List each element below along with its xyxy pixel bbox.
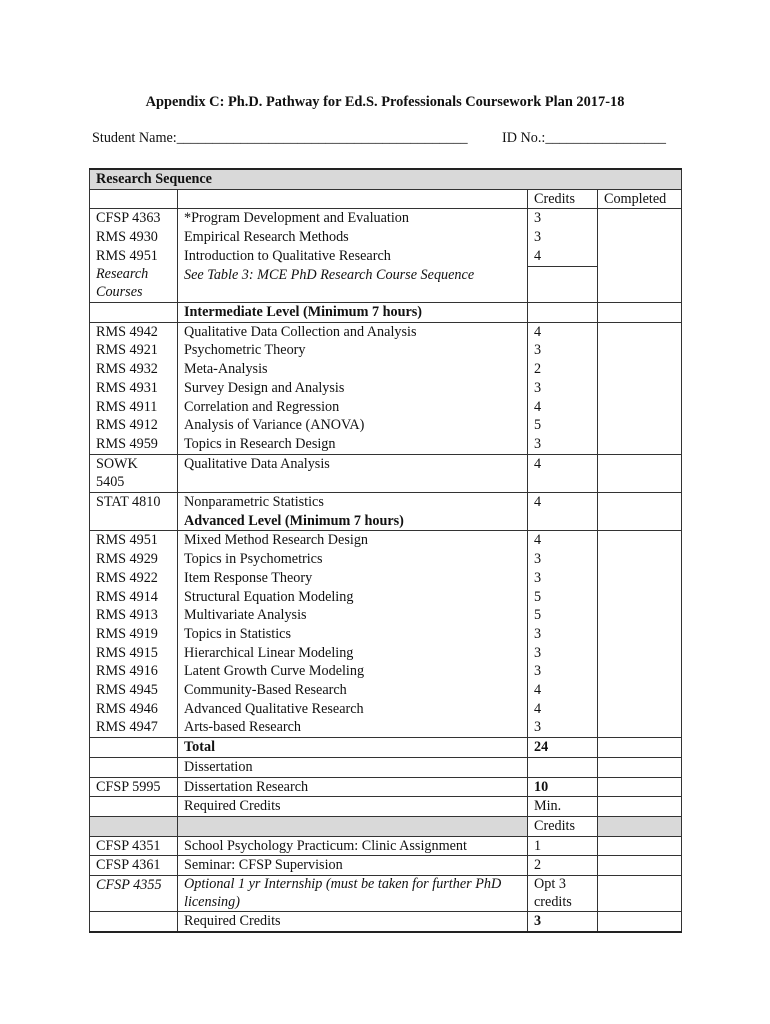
course-credits: 4 <box>528 531 598 550</box>
course-credits: 3 <box>528 379 598 398</box>
course-code: CFSP 4351 <box>90 836 178 856</box>
course-credits: 3 <box>528 912 598 932</box>
section-title: Research Sequence <box>90 169 682 189</box>
final-required-row <box>90 912 682 932</box>
min-credits-continuation: Credits <box>528 817 598 837</box>
level-heading-row <box>90 303 682 323</box>
course-name: Survey Design and Analysis <box>178 379 528 398</box>
course-credits: Min. <box>528 797 598 817</box>
course-credits: 3 <box>528 550 598 569</box>
course-name: Required Credits <box>178 912 528 932</box>
course-code: CFSP 4361 <box>90 856 178 876</box>
course-name: Topics in Research Design <box>178 435 528 454</box>
course-name: Seminar: CFSP Supervision <box>178 856 528 876</box>
course-code: RMS 4914 <box>90 588 178 607</box>
course-code: RMS 4913 <box>90 606 178 625</box>
section-header-row <box>90 169 682 189</box>
course-row <box>90 454 682 492</box>
completed-cell[interactable] <box>598 588 682 607</box>
completed-cell[interactable] <box>598 757 682 777</box>
course-row <box>90 569 682 588</box>
course-code: RMS 4912 <box>90 416 178 435</box>
course-name: Arts-based Research <box>178 718 528 737</box>
completed-cell[interactable] <box>598 738 682 758</box>
course-name: Psychometric Theory <box>178 341 528 360</box>
completed-cell[interactable] <box>598 303 682 323</box>
course-code: CFSP 4363 <box>90 209 178 228</box>
course-name: Hierarchical Linear Modeling <box>178 644 528 663</box>
course-row <box>90 550 682 569</box>
course-row <box>90 531 682 550</box>
completed-cell[interactable] <box>598 550 682 569</box>
course-name: Dissertation <box>178 757 528 777</box>
completed-cell[interactable] <box>598 876 682 912</box>
course-credits: 2 <box>528 360 598 379</box>
course-credits: 3 <box>528 718 598 737</box>
course-name: Mixed Method Research Design <box>178 531 528 550</box>
completed-cell[interactable] <box>598 209 682 228</box>
completed-cell[interactable] <box>598 700 682 719</box>
course-credits: 4 <box>528 322 598 341</box>
course-name: Community-Based Research <box>178 681 528 700</box>
course-credits: 4 <box>528 454 598 492</box>
course-credits: 4 <box>528 247 598 266</box>
course-code: RMS 4929 <box>90 550 178 569</box>
course-row <box>90 625 682 644</box>
course-code: RMS 4951 <box>90 531 178 550</box>
course-row <box>90 360 682 379</box>
course-row <box>90 718 682 737</box>
completed-cell[interactable] <box>598 493 682 512</box>
completed-cell[interactable] <box>598 512 682 531</box>
required-credits-row <box>90 797 682 817</box>
course-code: CFSP 5995 <box>90 777 178 797</box>
course-name: Meta-Analysis <box>178 360 528 379</box>
course-code: RMS 4946 <box>90 700 178 719</box>
id-number-field[interactable]: ID No.:_________________ <box>502 130 666 146</box>
course-name: Introduction to Qualitative Research <box>178 247 528 266</box>
course-credits: 5 <box>528 588 598 607</box>
course-code: SOWK 5405 <box>90 454 178 492</box>
completed-cell[interactable] <box>598 836 682 856</box>
course-name: Correlation and Regression <box>178 398 528 417</box>
course-code: RMS 4931 <box>90 379 178 398</box>
course-credits: 4 <box>528 493 598 512</box>
course-name: Multivariate Analysis <box>178 606 528 625</box>
completed-cell[interactable] <box>598 228 682 247</box>
course-code: CFSP 4355 <box>90 876 178 912</box>
completed-cell[interactable] <box>598 435 682 454</box>
course-code: Research Courses <box>90 266 178 303</box>
course-credits: 10 <box>528 777 598 797</box>
course-code <box>90 738 178 758</box>
completed-cell[interactable] <box>598 644 682 663</box>
course-credits: 3 <box>528 435 598 454</box>
level-heading-row <box>90 512 682 531</box>
course-credits: 3 <box>528 625 598 644</box>
student-name-field[interactable]: Student Name:_________________________________________ <box>92 130 468 146</box>
course-credits: 3 <box>528 644 598 663</box>
course-name: Qualitative Data Analysis <box>178 454 528 492</box>
divider-cell <box>178 817 528 837</box>
course-credits: 24 <box>528 738 598 758</box>
course-code <box>90 303 178 323</box>
section-divider-row <box>90 817 682 837</box>
course-code: STAT 4810 <box>90 493 178 512</box>
divider-cell <box>598 817 682 837</box>
completed-cell[interactable] <box>598 322 682 341</box>
research-courses-row <box>90 266 682 303</box>
course-row <box>90 379 682 398</box>
completed-cell[interactable] <box>598 777 682 797</box>
divider-cell <box>90 817 178 837</box>
course-row <box>90 700 682 719</box>
course-row <box>90 341 682 360</box>
course-row <box>90 435 682 454</box>
course-row <box>90 416 682 435</box>
course-row <box>90 662 682 681</box>
course-code: RMS 4942 <box>90 322 178 341</box>
course-row <box>90 322 682 341</box>
course-row <box>90 209 682 228</box>
course-code <box>90 912 178 932</box>
course-credits <box>528 757 598 777</box>
course-credits: 5 <box>528 416 598 435</box>
course-code: RMS 4915 <box>90 644 178 663</box>
completed-cell[interactable] <box>598 625 682 644</box>
course-name: Topics in Statistics <box>178 625 528 644</box>
course-name: Latent Growth Curve Modeling <box>178 662 528 681</box>
completed-cell[interactable] <box>598 797 682 817</box>
course-name: Nonparametric Statistics <box>178 493 528 512</box>
course-name: School Psychology Practicum: Clinic Assignment <box>178 836 528 856</box>
total-row <box>90 738 682 758</box>
completed-cell[interactable] <box>598 662 682 681</box>
course-name: See Table 3: MCE PhD Research Course Sequence <box>178 266 528 303</box>
course-name: Total <box>178 738 528 758</box>
course-row <box>90 856 682 876</box>
course-name: Item Response Theory <box>178 569 528 588</box>
course-name: Structural Equation Modeling <box>178 588 528 607</box>
course-row <box>90 644 682 663</box>
course-code: RMS 4959 <box>90 435 178 454</box>
course-credits: 3 <box>528 228 598 247</box>
course-row <box>90 836 682 856</box>
completed-cell[interactable] <box>598 454 682 492</box>
course-credits: 4 <box>528 681 598 700</box>
dissertation-row <box>90 777 682 797</box>
course-code: RMS 4911 <box>90 398 178 417</box>
course-name: Qualitative Data Collection and Analysis <box>178 322 528 341</box>
course-credits: 3 <box>528 662 598 681</box>
page-title: Appendix C: Ph.D. Pathway for Ed.S. Professionals Coursework Plan 2017-18 <box>145 94 625 110</box>
completed-cell[interactable] <box>598 341 682 360</box>
course-credits: 3 <box>528 569 598 588</box>
course-name: Analysis of Variance (ANOVA) <box>178 416 528 435</box>
completed-cell[interactable] <box>598 416 682 435</box>
course-credits: 3 <box>528 209 598 228</box>
completed-cell[interactable] <box>598 379 682 398</box>
course-row <box>90 588 682 607</box>
course-name: Advanced Qualitative Research <box>178 700 528 719</box>
course-code: RMS 4916 <box>90 662 178 681</box>
course-code: RMS 4921 <box>90 341 178 360</box>
course-code: RMS 4945 <box>90 681 178 700</box>
coursework-plan-table <box>89 168 682 933</box>
completed-cell[interactable] <box>598 606 682 625</box>
course-name: Optional 1 yr Internship (must be taken for further PhD licensing) <box>178 876 528 912</box>
course-credits: 1 <box>528 836 598 856</box>
course-name: Empirical Research Methods <box>178 228 528 247</box>
course-code: RMS 4930 <box>90 228 178 247</box>
course-code: RMS 4951 <box>90 247 178 266</box>
column-header-row <box>90 189 682 209</box>
course-credits: 3 <box>528 341 598 360</box>
student-info-line <box>92 130 677 147</box>
course-name: Intermediate Level (Minimum 7 hours) <box>178 303 528 323</box>
course-code: RMS 4932 <box>90 360 178 379</box>
completed-cell[interactable] <box>598 856 682 876</box>
course-credits: Opt 3 credits <box>528 876 598 912</box>
course-credits: 5 <box>528 606 598 625</box>
course-name: Advanced Level (Minimum 7 hours) <box>178 512 528 531</box>
completed-cell[interactable] <box>598 360 682 379</box>
course-credits <box>528 512 598 531</box>
completed-cell[interactable] <box>598 398 682 417</box>
completed-cell[interactable] <box>598 718 682 737</box>
course-name: Topics in Psychometrics <box>178 550 528 569</box>
course-credits <box>528 303 598 323</box>
course-name: Dissertation Research <box>178 777 528 797</box>
course-code: RMS 4947 <box>90 718 178 737</box>
completed-cell[interactable] <box>598 912 682 932</box>
course-code <box>90 797 178 817</box>
course-credits: 4 <box>528 700 598 719</box>
course-name: *Program Development and Evaluation <box>178 209 528 228</box>
course-code: RMS 4919 <box>90 625 178 644</box>
course-code <box>90 757 178 777</box>
completed-cell[interactable] <box>598 266 682 303</box>
course-row <box>90 398 682 417</box>
course-credits: 4 <box>528 398 598 417</box>
course-row <box>90 247 682 266</box>
course-code <box>90 512 178 531</box>
course-row <box>90 493 682 512</box>
dissertation-heading-row <box>90 757 682 777</box>
credits-header: Credits <box>528 189 598 209</box>
completed-cell[interactable] <box>598 531 682 550</box>
completed-cell[interactable] <box>598 569 682 588</box>
internship-row <box>90 876 682 912</box>
completed-header: Completed <box>598 189 682 209</box>
course-code: RMS 4922 <box>90 569 178 588</box>
course-row <box>90 228 682 247</box>
course-credits: 2 <box>528 856 598 876</box>
course-credits <box>528 266 598 303</box>
completed-cell[interactable] <box>598 247 682 266</box>
course-row <box>90 606 682 625</box>
course-name: Required Credits <box>178 797 528 817</box>
course-row <box>90 681 682 700</box>
completed-cell[interactable] <box>598 681 682 700</box>
